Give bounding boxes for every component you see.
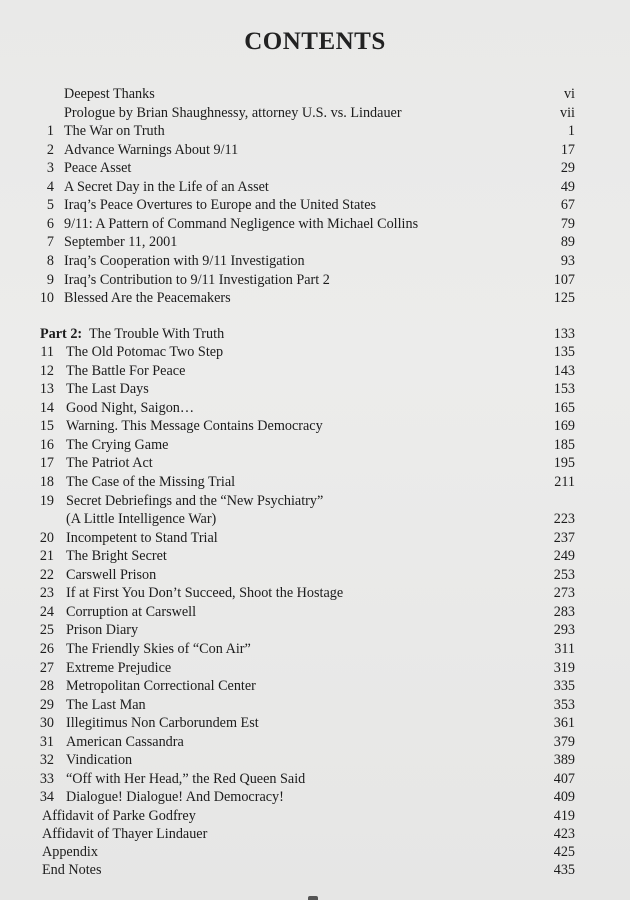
page-number: 249	[553, 548, 575, 565]
entry-title: Prologue by Brian Shaughnessy, attorney U.S. vs. Lindauer	[64, 104, 402, 121]
chapter-number: 33	[39, 770, 54, 787]
toc-entry	[0, 492, 630, 510]
page-number: 79	[560, 215, 575, 232]
entry-title: Blessed Are the Peacemakers	[64, 290, 231, 307]
chapter-number: 24	[39, 603, 54, 620]
chapter-number: 17	[39, 455, 54, 472]
page-title: CONTENTS	[244, 28, 386, 55]
entry-title: The Crying Game	[66, 436, 169, 453]
toc-entry	[0, 733, 630, 751]
page-number: 237	[553, 529, 575, 546]
chapter-number: 26	[39, 640, 54, 657]
toc-entry	[0, 362, 630, 380]
chapter-number: 2	[46, 141, 54, 158]
entry-title: Prison Diary	[66, 622, 139, 639]
chapter-number: 16	[39, 436, 54, 453]
page-number: 419	[553, 807, 575, 824]
toc-entry	[0, 621, 630, 639]
entry-title: The Patriot Act	[66, 455, 153, 472]
toc-entry	[0, 417, 630, 435]
chapter-number: 15	[39, 418, 54, 435]
entry-title: Extreme Prejudice	[66, 659, 172, 676]
chapter-number: 29	[39, 696, 54, 713]
entry-title: The Bright Secret	[66, 548, 167, 565]
toc-entry	[0, 770, 630, 788]
toc-entry	[0, 751, 630, 769]
toc-entry	[0, 677, 630, 695]
toc-entry	[0, 659, 630, 677]
chapter-number: 32	[39, 752, 54, 769]
page-number: 89	[560, 234, 575, 251]
part-title: The Trouble With Truth	[89, 325, 225, 342]
toc-entry	[0, 696, 630, 714]
toc-entry	[0, 215, 630, 233]
chapter-number: 30	[39, 715, 54, 732]
chapter-number: 13	[39, 381, 54, 398]
entry-title: The War on Truth	[64, 123, 165, 140]
page-number: 407	[553, 770, 575, 787]
entry-title: The Case of the Missing Trial	[66, 474, 236, 490]
chapter-number: 6	[46, 215, 54, 232]
toc-entry	[0, 399, 630, 417]
chapter-number: 31	[39, 733, 54, 750]
toc-entry	[0, 788, 630, 806]
toc-entry	[0, 603, 630, 621]
chapter-number: 1	[46, 123, 54, 140]
page-number: 143	[553, 362, 575, 379]
toc-entry	[0, 343, 630, 361]
toc-entry	[0, 233, 630, 251]
entry-title: Illegitimus Non Carborundem Est	[66, 715, 259, 732]
toc-entry	[0, 122, 630, 140]
toc-entry	[0, 547, 630, 565]
entry-title: The Friendly Skies of “Con Air”	[66, 640, 251, 657]
toc-entry	[0, 454, 630, 472]
chapter-number: 21	[39, 548, 54, 565]
page-number: 283	[553, 603, 575, 620]
toc-entry	[0, 104, 630, 122]
toc-entry	[0, 584, 630, 602]
entry-title: 9/11: A Pattern of Command Negligence with Michael Collins	[64, 215, 419, 232]
entry-title: A Secret Day in the Life of an Asset	[64, 178, 269, 195]
page-number: 335	[553, 678, 575, 695]
toc-entry	[0, 141, 630, 159]
chapter-number: 12	[39, 362, 54, 379]
toc-entry	[0, 807, 630, 825]
chapter-number: 23	[39, 585, 54, 602]
chapter-number: 8	[46, 252, 54, 269]
page-number: 409	[553, 789, 575, 806]
entry-title: (A Little Intelligence War)	[66, 511, 217, 528]
entry-title: The Old Potomac Two Step	[66, 344, 224, 361]
page-number: 29	[560, 160, 575, 177]
entry-title: Secret Debriefings and the “New Psychiatry”	[66, 492, 324, 509]
chapter-number: 18	[39, 474, 54, 490]
chapter-number: 10	[39, 290, 54, 307]
toc-entry	[0, 510, 630, 528]
entry-title: The Last Days	[66, 381, 149, 398]
page-number: 253	[553, 566, 575, 583]
page-number: 49	[560, 178, 575, 195]
entry-title: The Battle For Peace	[66, 362, 186, 379]
page-number: 107	[553, 271, 575, 288]
entry-title: September 11, 2001	[64, 234, 178, 251]
page-number: 195	[553, 455, 575, 472]
entry-title: Dialogue! Dialogue! And Democracy!	[66, 789, 284, 806]
toc-entry	[0, 861, 630, 879]
chapter-number: 9	[46, 271, 54, 288]
toc-entry	[0, 159, 630, 177]
chapter-number: 25	[39, 622, 54, 639]
toc-entry	[0, 640, 630, 658]
page-number: 133	[553, 325, 575, 342]
page-number: 293	[553, 622, 575, 639]
entry-title: Good Night, Saigon…	[66, 399, 195, 416]
page-number: 423	[553, 825, 575, 842]
page-number: 389	[553, 752, 575, 769]
page-number: 379	[553, 733, 575, 750]
toc-entry	[0, 380, 630, 398]
page-number: 93	[560, 252, 575, 269]
toc-entry	[0, 473, 630, 491]
entry-title: If at First You Don’t Succeed, Shoot the Hostage	[66, 585, 344, 602]
entry-title: Appendix	[42, 843, 98, 860]
page-number: 67	[560, 197, 575, 214]
entry-title: Incompetent to Stand Trial	[66, 529, 218, 546]
chapter-number: 4	[46, 178, 54, 195]
chapter-number: 19	[39, 492, 54, 509]
page-number: 1	[567, 123, 575, 140]
entry-title: Iraq’s Cooperation with 9/11 Investigation	[64, 252, 305, 269]
entry-title: Deepest Thanks	[64, 86, 155, 102]
toc-entry	[0, 85, 630, 103]
page-number: 353	[553, 696, 575, 713]
entry-title: Iraq’s Peace Overtures to Europe and the United States	[64, 197, 377, 214]
page-number: 425	[553, 843, 575, 860]
chapter-number: 27	[39, 659, 54, 676]
page-edge-mark	[308, 896, 318, 900]
page-number: 17	[560, 141, 575, 158]
chapter-number: 11	[40, 344, 54, 361]
entry-title: Affidavit of Thayer Lindauer	[42, 825, 208, 842]
toc-entry	[0, 843, 630, 861]
page-number: 273	[553, 585, 575, 602]
page-number: 153	[553, 381, 575, 398]
entry-title: Warning. This Message Contains Democracy	[66, 418, 323, 435]
page-number: 361	[553, 715, 575, 732]
chapter-number: 7	[46, 234, 54, 251]
toc-entry	[0, 271, 630, 289]
part-label: Part 2:	[40, 325, 83, 342]
page-number: 185	[553, 436, 575, 453]
toc-entry	[0, 252, 630, 270]
toc-entry	[0, 436, 630, 454]
page-number: 223	[553, 511, 575, 528]
toc-entry	[0, 289, 630, 307]
toc-entry	[0, 825, 630, 843]
entry-title: End Notes	[42, 861, 102, 878]
chapter-number: 14	[39, 399, 54, 416]
part-heading	[0, 325, 630, 343]
entry-title: Iraq’s Contribution to 9/11 Investigation Part 2	[64, 271, 330, 288]
entry-title: Peace Asset	[64, 160, 132, 177]
toc-entry	[0, 714, 630, 732]
toc-entry	[0, 196, 630, 214]
page-number: 165	[553, 399, 575, 416]
chapter-number: 20	[39, 529, 54, 546]
page-number: 125	[553, 290, 575, 307]
page-number: 311	[554, 640, 575, 657]
entry-title: Corruption at Carswell	[66, 603, 197, 620]
entry-title: The Last Man	[66, 696, 146, 713]
chapter-number: 3	[46, 160, 54, 177]
entry-title: Advance Warnings About 9/11	[64, 141, 239, 158]
entry-title: Affidavit of Parke Godfrey	[42, 807, 196, 824]
toc-entry	[0, 529, 630, 547]
chapter-number: 22	[39, 566, 54, 583]
entry-title: “Off with Her Head,” the Red Queen Said	[66, 770, 306, 787]
page-number: 169	[553, 418, 575, 435]
toc-entry	[0, 566, 630, 584]
page-number: 435	[553, 861, 575, 878]
page-number: vi	[563, 86, 575, 102]
page-number: 135	[553, 344, 575, 361]
page-number: 319	[553, 659, 575, 676]
chapter-number: 34	[39, 789, 54, 806]
page-number: vii	[560, 104, 575, 121]
toc-entry	[0, 178, 630, 196]
chapter-number: 5	[46, 197, 54, 214]
entry-title: Metropolitan Correctional Center	[66, 678, 256, 695]
entry-title: Vindication	[66, 752, 133, 769]
chapter-number: 28	[39, 678, 54, 695]
page-number: 211	[554, 474, 575, 490]
entry-title: American Cassandra	[66, 733, 184, 750]
entry-title: Carswell Prison	[66, 566, 157, 583]
